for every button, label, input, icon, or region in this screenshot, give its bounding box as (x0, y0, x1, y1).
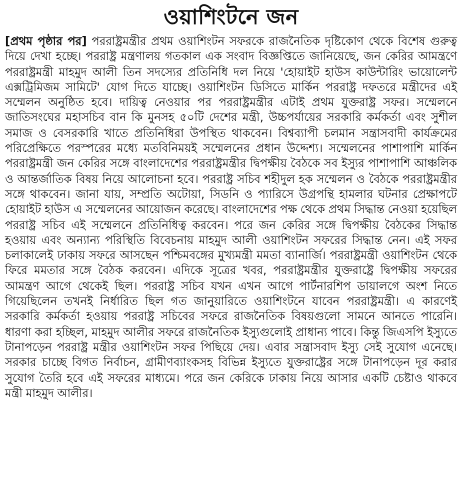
continuation-reference: [প্রথম পৃষ্ঠার পর] (5, 34, 87, 48)
article-body (5, 34, 457, 401)
headline: ওয়াশিংটনে জন (163, 5, 299, 29)
article-body-text: পররাষ্ট্রমন্ত্রীর প্রথম ওয়াশিংটন সফরকে রাজনৈতিক দৃষ্টিকোণ থেকে বিশেষ গুরুত্ব দিয়ে দেখা হচ্ছে। পররাষ্ট্র মন্ত্রণালয় গতকাল এক সংবাদ বিজ্ঞপ্তিতে জানিয়েছে, জন কেরির আমন্ত্রণে পররাষ্ট্রমন্ত্রী মাহমুদ আলী তিন সদস্যের প্রতিনিধি দল নিয়ে 'হোয়াইট হাউস কাউন্টারিং ভায়োলেন্ট এক্সট্রিমিজম সামিটে' যোগ দিতে যাচ্ছে। ওয়াশিংটন ডিসিতে মার্কিন পররাষ্ট্র দফতরে মন্ত্রীদের এই সম্মেলন অনুষ্ঠিত হবে। দায়িত্ব নেওয়ার পর পররাষ্ট্রমন্ত্রীর এটাই প্রথম যুক্তরাষ্ট্র সফর। সম্মেলনে জাতিসংঘের মহাসচিব বান কি মুনসহ ৫০টি দেশের মন্ত্রী, উচ্চপর্যায়ের সরকারি কর্মকর্তা এবং সুশীল সমাজ ও বেসরকারি খাতে প্রতিনিধিরা উপস্থিত থাকবেন। বিশ্বব্যাপী চলমান সন্ত্রাসবাদী কার্যক্রমের পরিপ্রেক্ষিতে পরস্পরের মধ্যে মতবিনিময়ই সম্মেলনের প্রধান উদ্দেশ্য। সম্মেলনের পাশাপাশি মার্কিন পররাষ্ট্রমন্ত্রী জন কেরির সঙ্গে বাংলাদেশের পররাষ্ট্রমন্ত্রীর দ্বিপক্ষীয় বৈঠকে সব ইস্যুর পাশাপাশি আঞ্চলিক ও আন্তর্জাতিক বিষয় নিয়ে আলোচনা হবে। পররাষ্ট্র সচিব শহীদুল হক সম্মেলন ও বৈঠকে পররাষ্ট্রমন্ত্রীর সঙ্গে থাকবেন। জানা যায়, সম্প্রতি অটোয়া, সিডনি ও প্যারিসে উগ্রপন্থি হামলার ঘটনার প্রেক্ষাপটে হোয়াইট হাউস এ সম্মেলনের আয়োজন করেছে। বাংলাদেশের পক্ষ থেকে প্রথম সিদ্ধান্ত নেওয়া হয়েছিল পররাষ্ট্র সচিব এই সম্মেলনে প্রতিনিধিত্ব করবেন। পরে জন কেরির সঙ্গে দ্বিপক্ষীয় বৈঠকের সিদ্ধান্ত হওয়ায় এবং অন্যান্য পরিস্থিতি বিবেচনায় মাহমুদ আলী ওয়াশিংটন সফরের সিদ্ধান্ত নেন। এই সফর চলাকালেই ঢাকায় সফরে আসছেন পশ্চিমবঙ্গের মুখ্যমন্ত্রী মমতা ব্যানার্জি। পররাষ্ট্রমন্ত্রী ওয়াশিংটন থেকে ফিরে মমতার সঙ্গে বৈঠক করবেন। এদিকে সূত্রের খবর, পররাষ্ট্রমন্ত্রীর যুক্তরাষ্ট্রে দ্বিপক্ষীয় সফরের আমন্ত্রণ আগে থেকেই ছিল। পররাষ্ট্র সচিব যখন এখন আগে পার্টনারশিপ ডায়ালগে অংশ নিতে গিয়েছিলেন তখনই নির্ধারিত ছিল গত জানুয়ারিতে ওয়াশিংটনে যাবেন পররাষ্ট্রমন্ত্রী। এ কারণেই সরকারি কর্মকর্তা হওয়ায় পররাষ্ট্র সচিবের সফরে রাজনৈতিক বিষয়গুলো সামনে আনতে পারেনি। ধারণা করা হচ্ছিল, মাহমুদ আলীর সফরে রাজনৈতিক ইস্যুগুলোই প্রাধান্য পাবে। কিন্তু জিএসপি ইস্যুতে টানাপড়েন পররাষ্ট্র মন্ত্রীর ওয়াশিংটন সফর পিছিয়ে দেয়। এবার সন্ত্রাসবাদ ইস্যু সেই সুযোগ এনেছে। সরকার চাচ্ছে বিগত নির্বাচন, গ্রামীণব্যাংকসহ বিভিন্ন ইস্যুতে যুক্তরাষ্ট্রের সঙ্গে টানাপড়েন দূর করার সুযোগ তৈরি হবে এই সফরের মাধ্যমে। পরে জন কেরিকে ঢাকায় নিয়ে আসার একটি চেষ্টাও থাকবে মন্ত্রী মাহমুদ আলীর। (5, 34, 457, 400)
